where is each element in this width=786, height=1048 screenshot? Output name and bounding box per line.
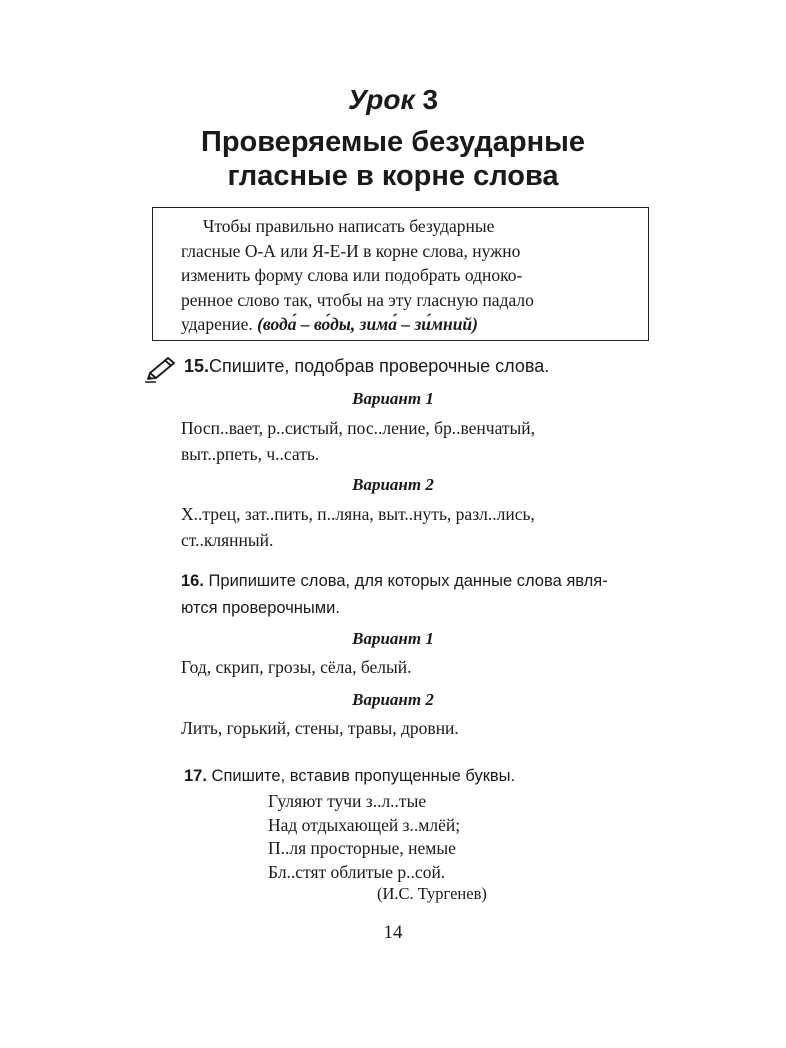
rule-text	[181, 214, 627, 337]
poem-line-1: Гуляют тучи з..л..тые	[268, 791, 427, 811]
poem-line-2: Над отдыхающей з..млёй;	[268, 814, 461, 835]
poem	[268, 790, 460, 884]
exercise-16-number: 16.	[181, 572, 204, 590]
exercise-15-variant-2-line-1: Х..трец, зат..пить, п..ляна, выт..нуть, разл..лись,	[181, 504, 535, 524]
rule-line-1: Чтобы правильно написать безударные	[203, 216, 495, 236]
exercise-17-number: 17.	[184, 767, 207, 785]
exercise-16-variant-2-words: Лить, горький, стены, травы, дровни.	[181, 718, 459, 738]
title-line-1: Проверяемые безударные	[200, 126, 586, 158]
exercise-15-text: Спишите, подобрав проверочные слова.	[209, 356, 550, 376]
exercise-17-text: Спишите, вставив пропущенные буквы.	[211, 767, 516, 785]
title-line-2: гласные в корне слова	[227, 160, 559, 192]
pencil-icon	[144, 355, 178, 383]
exercise-16-variant-1-label: Вариант 1	[352, 629, 434, 648]
exercise-15-variant-1-label: Вариант 1	[352, 389, 434, 408]
poem-line-4: Бл..стят облитые р..сой.	[268, 861, 446, 882]
page-number: 14	[383, 922, 403, 943]
lesson-number: 3	[422, 84, 439, 115]
exercise-15-instruction	[184, 352, 549, 380]
exercise-16-line-2: ются проверочными.	[181, 599, 340, 617]
exercise-16-line-1: Припишите слова, для которых данные слова явля-	[208, 572, 608, 590]
rule-line-5: ударение.	[181, 314, 253, 334]
exercise-16-variant-1-words: Год, скрип, грозы, сёла, белый.	[181, 657, 412, 677]
exercise-15-variant-1-line-1: Посп..вает, р..систый, пос..ление, бр..венчатый,	[181, 418, 536, 438]
rule-line-2: гласные О-А или Я-Е-И в корне слова, нужно	[181, 240, 521, 261]
exercise-15-variant-1-text	[181, 415, 651, 467]
exercise-15-variant-2-label: Вариант 2	[352, 475, 434, 494]
exercise-16-instruction	[181, 568, 661, 622]
exercise-16-variant-2-label: Вариант 2	[352, 690, 434, 709]
page-title	[0, 125, 786, 193]
poem-author: (И.С. Тургенев)	[377, 884, 487, 903]
rule-examples: (вода́ – во́ды, зима́ – зи́мний)	[257, 314, 478, 334]
exercise-15-variant-2-line-2: ст..клянный.	[181, 530, 274, 550]
rule-line-3: изменить форму слова или подобрать одноко-	[181, 265, 523, 285]
exercise-15-variant-2-text	[181, 501, 651, 553]
exercise-15-number: 15.	[184, 356, 210, 376]
poem-line-3: П..ля просторные, немые	[268, 838, 456, 858]
lesson-word: Урок	[347, 84, 415, 115]
lesson-heading	[0, 82, 786, 118]
rule-line-4: ренное слово так, чтобы на эту гласную падало	[181, 289, 534, 310]
exercise-15-variant-1-line-2: выт..рпеть, ч..сать.	[181, 444, 320, 464]
exercise-17-instruction	[184, 762, 515, 790]
